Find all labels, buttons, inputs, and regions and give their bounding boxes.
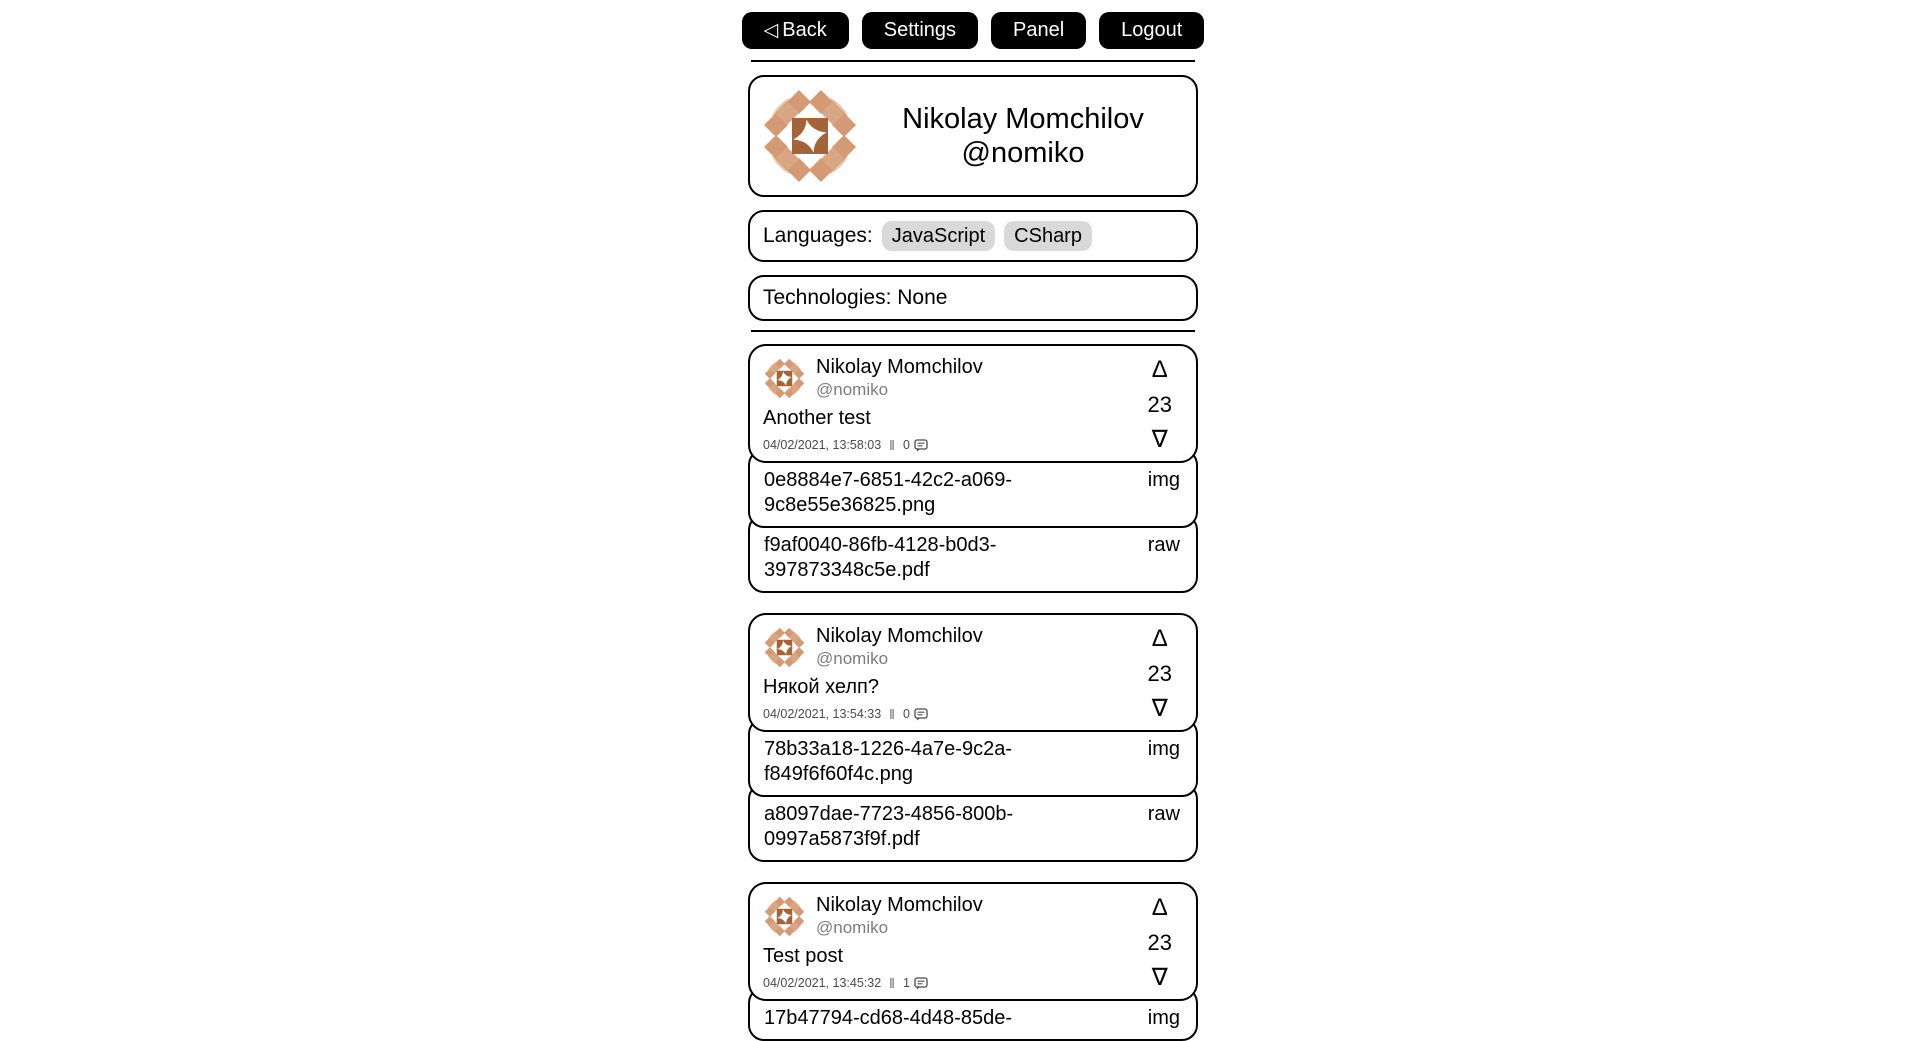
profile-identicon-avatar — [760, 86, 860, 186]
toolbar — [748, 12, 1198, 49]
post-timestamp: 04/02/2021, 13:45:32 — [763, 976, 882, 990]
comment-bubble-icon — [914, 977, 928, 990]
author-handle: @nomiko — [816, 380, 889, 399]
vote-score: 23 — [1147, 661, 1172, 686]
profile-name-block — [860, 102, 1186, 170]
post-title: Another test — [763, 407, 871, 429]
language-badge: CSharp — [1004, 221, 1092, 251]
post-header — [763, 624, 983, 669]
profile-name: Nikolay Momchilov — [902, 102, 1144, 135]
post-header — [763, 893, 983, 938]
comment-bubble-icon — [914, 708, 928, 721]
vote-column — [1148, 624, 1196, 724]
downvote-button[interactable]: ∇ — [1151, 426, 1168, 453]
post-timestamp: 04/02/2021, 13:58:03 — [763, 438, 882, 452]
languages-card — [748, 210, 1198, 262]
post-title: Някой хелп? — [763, 676, 879, 698]
post-header — [763, 355, 983, 400]
downvote-button[interactable]: ∇ — [1151, 964, 1168, 991]
technologies-card — [748, 275, 1198, 321]
post-title: Test post — [763, 945, 844, 967]
comments-indicator[interactable] — [903, 438, 928, 452]
language-badges — [882, 221, 1092, 251]
meta-separator: ‖ — [889, 437, 895, 453]
comment-count: 0 — [902, 438, 910, 452]
author-block — [816, 355, 983, 400]
vote-column — [1148, 355, 1196, 455]
logout-button[interactable]: Logout — [1099, 12, 1204, 49]
comment-bubble-icon — [914, 439, 928, 452]
attachment-type-label: img — [1147, 469, 1180, 491]
author-block — [816, 893, 983, 938]
upvote-button[interactable]: Δ — [1151, 894, 1168, 921]
attachment-filename: 0e8884e7-6851-42c2-a069-9c8e55e36825.png — [764, 469, 1012, 516]
attachment-type-label: img — [1147, 738, 1180, 760]
post-card[interactable] — [748, 882, 1198, 1001]
post-main — [763, 893, 983, 993]
author-block — [816, 624, 983, 669]
author-handle: @nomiko — [816, 649, 889, 668]
post-meta — [763, 437, 983, 453]
post-item — [748, 613, 1198, 862]
attachment-filename: a8097dae-7723-4856-800b-0997a5873f9f.pdf — [764, 803, 1014, 850]
attachment-filename: f9af0040-86fb-4128-b0d3-397873348c5e.pdf — [764, 534, 997, 581]
comments-indicator[interactable] — [903, 707, 928, 721]
author-identicon-avatar — [763, 626, 806, 669]
attachment-type-label: img — [1147, 1007, 1180, 1029]
languages-label: Languages: — [763, 224, 873, 247]
author-name: Nikolay Momchilov — [816, 356, 983, 378]
comment-count: 1 — [902, 976, 910, 990]
meta-separator: ‖ — [889, 975, 895, 991]
post-meta — [763, 706, 983, 722]
attachment-filename: 17b47794-cd68-4d48-85de- — [764, 1007, 1012, 1029]
comments-indicator[interactable] — [903, 976, 928, 990]
back-button-label: Back — [782, 19, 827, 41]
author-name: Nikolay Momchilov — [816, 625, 983, 647]
settings-button[interactable]: Settings — [862, 12, 978, 49]
panel-button[interactable]: Panel — [991, 12, 1086, 49]
post-meta — [763, 975, 983, 991]
profile-page — [748, 0, 1198, 1041]
vote-score: 23 — [1147, 392, 1172, 417]
author-identicon-avatar — [763, 895, 806, 938]
post-main — [763, 624, 983, 724]
author-identicon-avatar — [763, 357, 806, 400]
vote-column — [1148, 893, 1196, 993]
technologies-label: Technologies: None — [763, 286, 948, 309]
profile-handle: @nomiko — [961, 137, 1085, 169]
comment-count: 0 — [902, 707, 910, 721]
upvote-button[interactable]: Δ — [1151, 356, 1168, 383]
downvote-button[interactable]: ∇ — [1151, 695, 1168, 722]
vote-score: 23 — [1147, 930, 1172, 955]
back-arrow-icon: ◁ — [763, 20, 779, 41]
upvote-button[interactable]: Δ — [1151, 625, 1168, 652]
author-name: Nikolay Momchilov — [816, 894, 983, 916]
attachment-filename: 78b33a18-1226-4a7e-9c2a-f849f6f60f4c.png — [764, 738, 1012, 785]
meta-separator: ‖ — [889, 706, 895, 722]
posts-divider — [751, 330, 1195, 332]
attachment-type-label: raw — [1147, 534, 1180, 556]
profile-card — [748, 75, 1198, 197]
post-card[interactable] — [748, 344, 1198, 463]
post-card[interactable] — [748, 613, 1198, 732]
attachment-type-label: raw — [1147, 803, 1180, 825]
post-item — [748, 344, 1198, 593]
posts-list — [748, 344, 1198, 1041]
post-item — [748, 882, 1198, 1041]
language-badge: JavaScript — [882, 221, 995, 251]
back-button[interactable] — [742, 12, 849, 49]
post-main — [763, 355, 983, 455]
author-handle: @nomiko — [816, 918, 889, 937]
post-timestamp: 04/02/2021, 13:54:33 — [763, 707, 882, 721]
toolbar-divider — [751, 60, 1195, 62]
